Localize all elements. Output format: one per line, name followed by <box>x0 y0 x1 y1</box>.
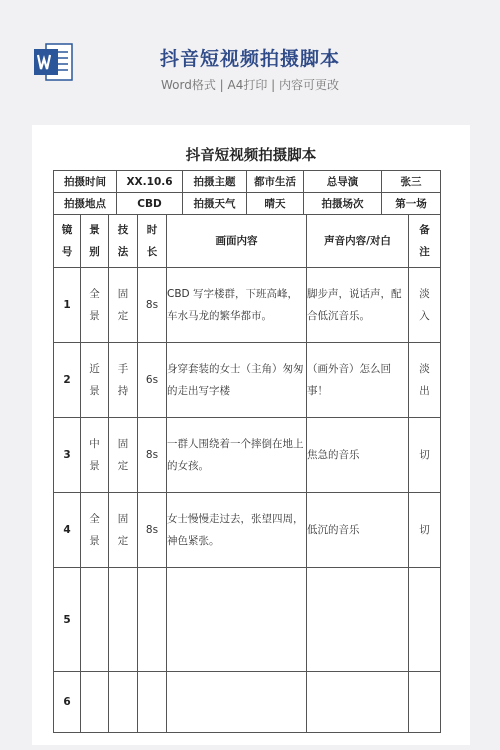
visual-content-cell <box>167 672 307 733</box>
table-header-row <box>54 215 441 268</box>
page-subtitle: Word格式 | A4打印 | 内容可更改 <box>160 78 340 92</box>
scene-cell: 全 景 <box>81 493 109 568</box>
document-sheet <box>32 125 470 745</box>
info-cell: 拍摄地点 <box>54 193 117 215</box>
visual-content-cell: 女士慢慢走过去，张望四周，神色紧张。 <box>167 493 307 568</box>
scene-cell <box>81 672 109 733</box>
duration-cell <box>138 672 167 733</box>
shot-number: 3 <box>54 418 81 493</box>
visual-content-cell: 一群人围绕着一个摔倒在地上的女孩。 <box>167 418 307 493</box>
sound-content-cell: 焦急的音乐 <box>307 418 409 493</box>
document-title: 抖音短视频拍摄脚本 <box>185 148 317 164</box>
info-cell: CBD <box>117 193 183 215</box>
table-row <box>54 418 441 493</box>
info-table <box>53 170 441 215</box>
visual-content-cell: 身穿套装的女士（主角）匆匆的走出写字楼 <box>167 343 307 418</box>
technique-cell <box>109 672 138 733</box>
note-cell: 淡 入 <box>409 268 441 343</box>
sound-content-cell <box>307 568 409 672</box>
visual-content-cell <box>167 568 307 672</box>
script-table <box>53 214 441 733</box>
shot-number: 6 <box>54 672 81 733</box>
info-cell: 总导演 <box>304 171 382 193</box>
info-cell: 都市生活 <box>247 171 304 193</box>
scene-cell: 近 景 <box>81 343 109 418</box>
note-cell <box>409 672 441 733</box>
info-cell: 第一场 <box>382 193 441 215</box>
visual-content-cell: CBD 写字楼群，下班高峰，车水马龙的繁华都市。 <box>167 268 307 343</box>
col-header-sound: 声音内容/对白 <box>307 215 409 268</box>
scene-cell <box>81 568 109 672</box>
info-cell: 拍摄主题 <box>183 171 247 193</box>
sound-content-cell: （画外音）怎么回事！ <box>307 343 409 418</box>
col-header-scene: 景 别 <box>81 215 109 268</box>
duration-cell: 8s <box>138 493 167 568</box>
technique-cell: 固 定 <box>109 493 138 568</box>
shot-number: 5 <box>54 568 81 672</box>
page-title: 抖音短视频拍摄脚本 <box>159 48 340 70</box>
technique-cell: 固 定 <box>109 268 138 343</box>
info-row <box>54 171 441 193</box>
col-header-shot-no: 镜 号 <box>54 215 81 268</box>
col-header-note: 备 注 <box>409 215 441 268</box>
technique-cell: 手 持 <box>109 343 138 418</box>
col-header-visual: 画面内容 <box>167 215 307 268</box>
table-row <box>54 268 441 343</box>
scene-cell: 全 景 <box>81 268 109 343</box>
scene-cell: 中 景 <box>81 418 109 493</box>
technique-cell: 固 定 <box>109 418 138 493</box>
note-cell: 淡 出 <box>409 343 441 418</box>
duration-cell <box>138 568 167 672</box>
info-cell: XX.10.6 <box>117 171 183 193</box>
info-cell: 拍摄场次 <box>304 193 382 215</box>
note-cell: 切 <box>409 418 441 493</box>
shot-number: 2 <box>54 343 81 418</box>
table-row <box>54 568 441 672</box>
shot-number: 4 <box>54 493 81 568</box>
sound-content-cell: 脚步声，说话声，配合低沉音乐。 <box>307 268 409 343</box>
table-row <box>54 493 441 568</box>
info-cell: 拍摄时间 <box>54 171 117 193</box>
shot-number: 1 <box>54 268 81 343</box>
page-header <box>0 0 500 110</box>
sound-content-cell <box>307 672 409 733</box>
duration-cell: 8s <box>138 418 167 493</box>
info-row <box>54 193 441 215</box>
info-cell: 拍摄天气 <box>183 193 247 215</box>
table-row <box>54 672 441 733</box>
info-cell: 晴天 <box>247 193 304 215</box>
info-cell: 张三 <box>382 171 441 193</box>
technique-cell <box>109 568 138 672</box>
duration-cell: 8s <box>138 268 167 343</box>
table-row <box>54 343 441 418</box>
col-header-technique: 技 法 <box>109 215 138 268</box>
duration-cell: 6s <box>138 343 167 418</box>
col-header-duration: 时 长 <box>138 215 167 268</box>
sound-content-cell: 低沉的音乐 <box>307 493 409 568</box>
note-cell: 切 <box>409 493 441 568</box>
note-cell <box>409 568 441 672</box>
